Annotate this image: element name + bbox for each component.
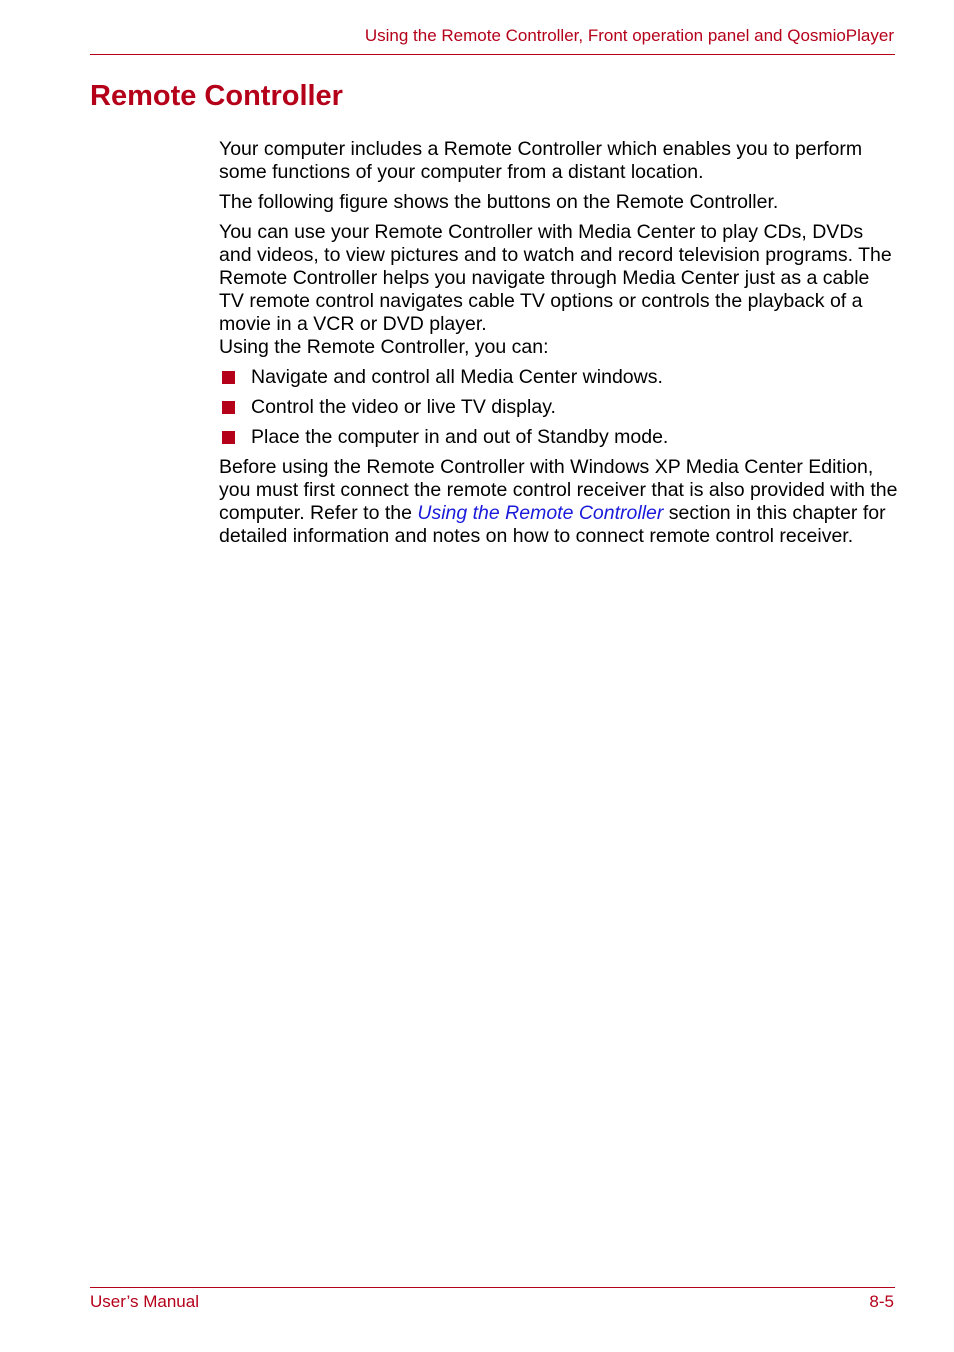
receiver-text-start: Before using the Remote Controller with Windows XP Media Center Edition, you must first connect the remote control receiver that is also provided with the computer. Refer to the (219, 456, 898, 524)
square-bullet-icon (222, 431, 235, 444)
section-title: Remote Controller (90, 80, 343, 112)
square-bullet-icon (222, 401, 235, 414)
body-content (219, 138, 899, 555)
running-header: Using the Remote Controller, Front operation panel and QosmioPlayer (364, 26, 894, 45)
list-intro-paragraph: Using the Remote Controller, you can: (219, 336, 549, 358)
footer-rule (90, 1287, 895, 1288)
header-rule (90, 54, 895, 55)
list-item-text: Control the video or live TV display. (251, 396, 556, 418)
list-item-text: Place the computer in and out of Standby mode. (251, 426, 669, 448)
receiver-paragraph (219, 456, 899, 548)
figure-intro-paragraph: The following figure shows the buttons on the Remote Controller. (219, 191, 779, 213)
footer-manual-title: User’s Manual (90, 1292, 199, 1311)
list-item (219, 366, 899, 389)
using-remote-controller-link[interactable]: Using the Remote Controller (417, 502, 664, 524)
media-center-paragraph: You can use your Remote Controller with Media Center to play CDs, DVDs and videos, to view pictures and to watch and record television programs. The Remote Controller helps you navigate through Media Center just as a cable TV remote control navigates cable TV options or controls the playback of a movie in a VCR or DVD player. (219, 221, 892, 335)
receiver-text-end: section in this chapter for detailed information and notes on how to connect remote control receiver. (219, 502, 886, 547)
intro-paragraph: Your computer includes a Remote Controller which enables you to perform some functions of your computer from a distant location. (219, 138, 863, 183)
list-item (219, 426, 899, 449)
list-item-text: Navigate and control all Media Center windows. (251, 366, 663, 388)
feature-list (219, 366, 899, 449)
page-number: 8-5 (869, 1292, 894, 1311)
square-bullet-icon (222, 371, 235, 384)
list-item (219, 396, 899, 419)
